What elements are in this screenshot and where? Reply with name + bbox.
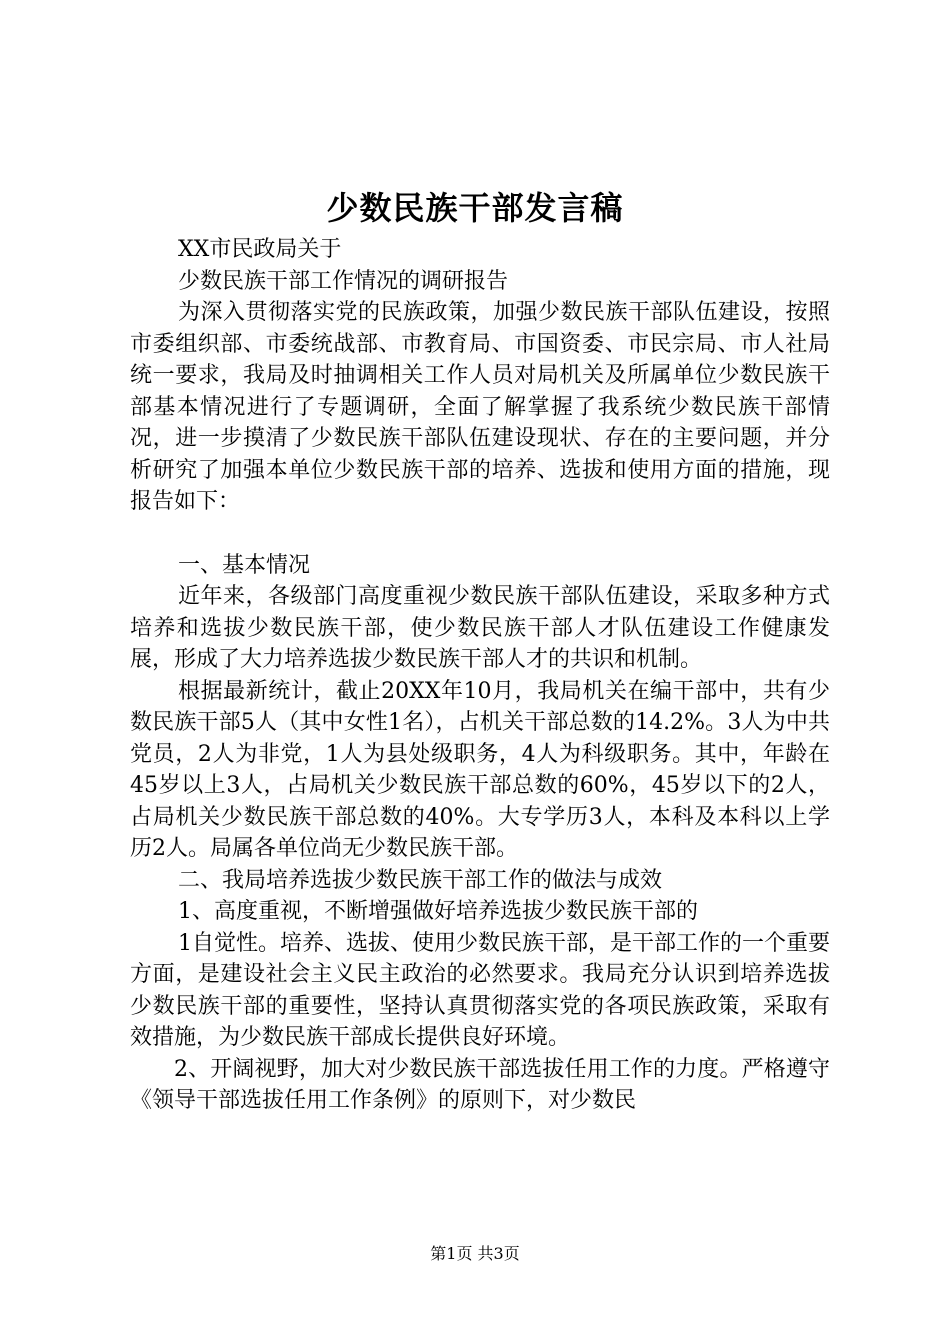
intro-paragraph: 为深入贯彻落实党的民族政策，加强少数民族干部队伍建设，按照市委组织部、市委统战部、市教育局、市国资委、市民宗局、市人社局统一要求，我局及时抽调相关工作人员对局机关及所属单位少数民族干部基本情况进行了专题调研，全面了解掌握了我系统少数民族干部情况，进一步摸清了少数民族干部队伍建设现状、存在的主要问题，并分析研究了加强本单位少数民族干部的培养、选拔和使用方面的措施，现报告如下： [130,300,830,514]
section-heading-basic-situation: 一、基本情况 [178,552,311,578]
paragraph-spacer [130,518,830,550]
subtitle-line-2: 少数民族干部工作情况的调研报告 [178,268,509,294]
item-2-paragraph: 2、开阔视野，加大对少数民族干部选拔任用工作的力度。严格遵守《领导干部选拔任用工作条例》的原则下，对少数民 [130,1056,830,1113]
document-body [130,234,830,1117]
section-1-paragraph-1: 近年来，各级部门高度重视少数民族干部队伍建设，采取多种方式培养和选拔少数民族干部，使少数民族干部人才队伍建设工作健康发展，形成了大力培养选拔少数民族干部人才的共识和机制。 [130,584,830,672]
section-heading-practices: 二、我局培养选拔少数民族干部工作的做法与成效 [178,867,663,893]
section-1-paragraph-2: 根据最新统计，截止20XX年10月，我局机关在编干部中，共有少数民族干部5人（其中女性1名），占机关干部总数的14.2%。3人为中共党员，2人为非党，1人为县处级职务，4人为科级职务。其中，年龄在45岁以上3人，占局机关少数民族干部总数的60%，45岁以下的2人，占局机关少数民族干部总数的40%。大专学历3人，本科及本科以上学历2人。局属各单位尚无少数民族干部。 [130,678,830,861]
subtitle-line-1: XX市民政局关于 [178,237,342,262]
item-1-heading: 1、高度重视，不断增强做好培养选拔少数民族干部的 [178,899,698,924]
document-title: 少数民族干部发言稿 [326,189,624,227]
page-footer: 第1页 共3页 [430,1244,520,1263]
item-1-body: 1自觉性。培养、选拔、使用少数民族干部，是干部工作的一个重要方面，是建设社会主义民主政治的必然要求。我局充分认识到培养选拔少数民族干部的重要性，坚持认真贯彻落实党的各项民族政策，采取有效措施，为少数民族干部成长提供良好环境。 [130,930,830,1050]
